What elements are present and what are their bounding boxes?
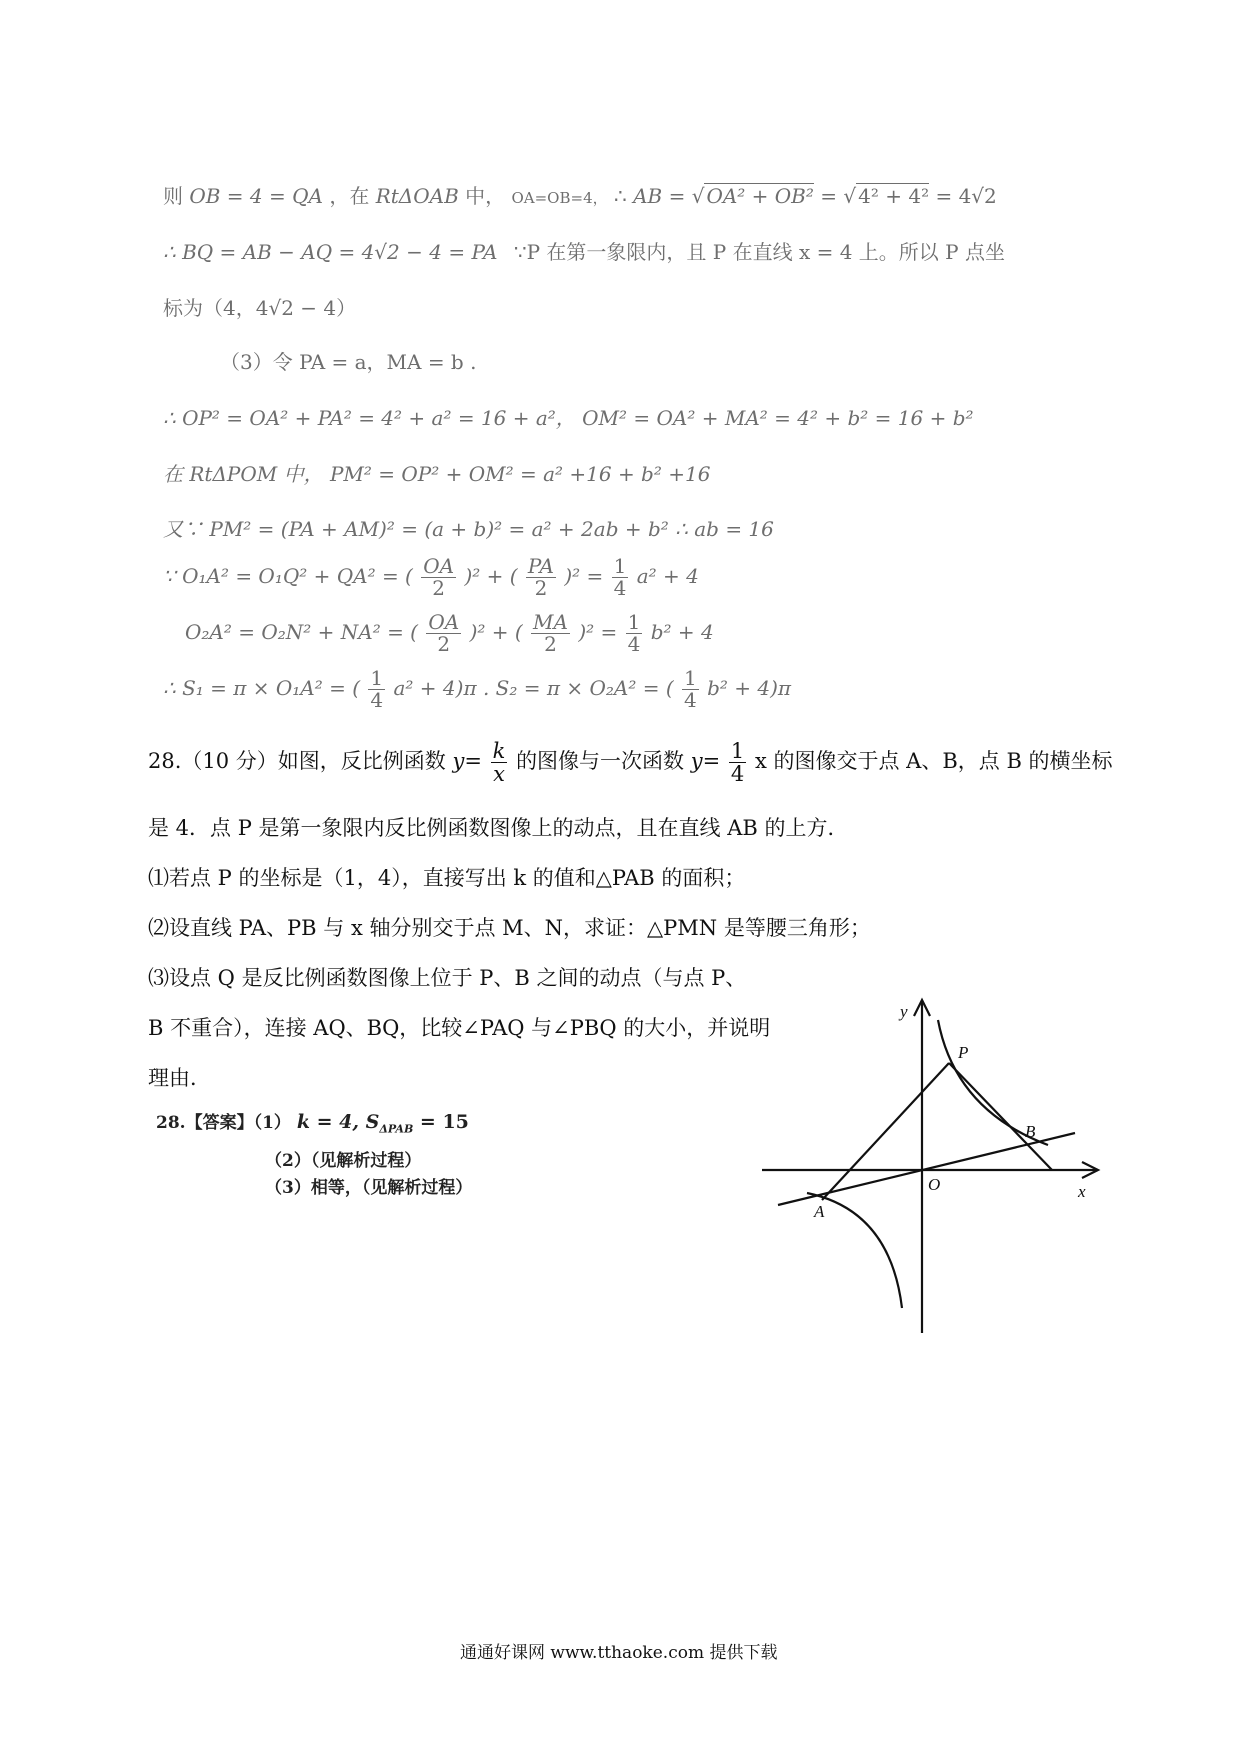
solution-line-1: 则 OB = 4 = QA ，在 RtΔOAB 中， OA=OB=4， ∴ AB = √ OA² + OB² = √ 4² + 4² = 4√2 <box>163 184 997 208</box>
fraction <box>526 556 556 599</box>
math: y <box>690 749 703 774</box>
label-o: O <box>928 1175 941 1194</box>
denominator: 2 <box>437 632 451 656</box>
text: 则 <box>163 184 183 208</box>
solution-line-7 <box>163 513 774 542</box>
denominator: 4 <box>613 576 627 600</box>
fraction <box>426 612 461 655</box>
question-line-2: 是 4．点 P 是第一象限内反比例函数图像上的动点，且在直线 AB 的上方． <box>148 816 849 840</box>
fraction <box>421 556 456 599</box>
question-line-4: ⑵设直线 PA、PB 与 x 轴分别交于点 M、N，求证：△PMN 是等腰三角形； <box>148 916 871 940</box>
denominator: 4 <box>370 688 384 712</box>
coordinate-figure <box>740 985 1120 1355</box>
math: )² = <box>578 620 618 644</box>
text: （3）令 PA = a，MA = b . <box>220 350 477 374</box>
math: ∴ S₁ = π × O₁A² = ( <box>163 676 361 700</box>
text: 28.（10 分）如图，反比例函数 <box>148 749 453 774</box>
text: = <box>702 749 721 774</box>
numerator: 1 <box>683 666 697 690</box>
math: k = 4, S <box>296 1111 380 1133</box>
math: )² + ( <box>469 620 523 644</box>
text: ，在 <box>329 184 370 208</box>
fraction <box>612 556 629 599</box>
question-line-6: B 不重合），连接 AQ、BQ，比较∠PAQ 与∠PBQ 的大小，并说明 <box>148 1016 771 1040</box>
math: )² + ( <box>464 564 518 588</box>
footer: 通通好课网 www.tthaoke.com 提供下载 <box>460 1643 778 1663</box>
denominator: 2 <box>534 576 548 600</box>
denominator: 4 <box>730 762 745 787</box>
solution-line-5 <box>163 402 974 431</box>
math: y <box>452 749 465 774</box>
text: = <box>820 184 838 208</box>
math: 又∵ PM² = (PA + AM)² = (a + b)² = a² + 2ab + b² ∴ ab = 16 <box>163 517 774 541</box>
math: AB = <box>633 184 686 208</box>
text: x 的图像交于点 A、B，点 B 的横坐标 <box>754 749 1113 774</box>
math: ΔPAB <box>379 1122 414 1136</box>
text: ∴ <box>613 184 627 208</box>
solution-line-10 <box>163 668 791 711</box>
numerator: OA <box>428 610 460 634</box>
text: ∵P 在第一象限内，且 P 在直线 x = 4 上。所以 P 点坐 <box>513 240 1005 264</box>
solution-line-3 <box>163 292 356 321</box>
label-y: y <box>900 1002 908 1021</box>
denominator: 2 <box>432 576 446 600</box>
text: = 4√2 <box>935 184 997 208</box>
fraction-k-over-x <box>491 740 508 785</box>
answer-line-2: （2）（见解析过程） <box>265 1151 422 1171</box>
math: RtΔOAB <box>375 184 459 208</box>
numerator: 1 <box>370 666 384 690</box>
numerator: MA <box>533 610 568 634</box>
solution-line-4 <box>220 346 476 375</box>
radicand: 4² + 4² <box>858 184 930 208</box>
radicand: OA² + OB² <box>706 184 814 208</box>
label-p: P <box>958 1043 969 1062</box>
question-line-1 <box>148 740 1113 785</box>
text: 标为（4，4√2 − 4） <box>163 296 357 320</box>
denominator: x <box>493 762 505 787</box>
fraction <box>682 668 699 711</box>
label-x: x <box>1078 1182 1086 1201</box>
math: b² + 4)π <box>707 676 792 700</box>
math: b² + 4 <box>650 620 714 644</box>
question-line-5: ⑶设点 Q 是反比例函数图像上位于 P、B 之间的动点（与点 P、 <box>148 966 747 990</box>
fraction <box>626 612 643 655</box>
denominator: 4 <box>683 688 697 712</box>
math: 在 RtΔPOM 中， PM² = OP² + OM² = a² +16 + b² +16 <box>163 462 711 486</box>
math: ∴ OP² = OA² + PA² = 4² + a² = 16 + a²， OM² = OA² + MA² = 4² + b² = 16 + b² <box>163 406 974 430</box>
text: OA=OB=4， <box>511 189 608 207</box>
math: )² = <box>564 564 604 588</box>
text: 中， <box>465 184 506 208</box>
math: a² + 4 <box>636 564 699 588</box>
fraction <box>368 668 385 711</box>
text: = <box>464 749 482 774</box>
math: ∴ BQ = AB − AQ = 4√2 − 4 = PA <box>163 240 498 264</box>
denominator: 2 <box>544 632 557 656</box>
text: 的图像与一次函数 <box>516 749 691 774</box>
text: = 15 <box>413 1111 469 1133</box>
numerator: OA <box>423 554 455 578</box>
question-line-7: 理由． <box>148 1066 211 1090</box>
math: ∵ O₁A² = O₁Q² + QA² = ( <box>163 564 413 588</box>
solution-line-6 <box>163 458 710 487</box>
math: OB = 4 = QA <box>189 184 323 208</box>
label-b: B <box>1025 1122 1036 1141</box>
answer-line-1 <box>156 1108 469 1135</box>
solution-line-8 <box>163 556 699 599</box>
numerator: 1 <box>613 554 627 578</box>
math: a² + 4)π . S₂ = π × O₂A² = ( <box>393 676 674 700</box>
solution-line-2 <box>163 236 1005 265</box>
text: 28.【答案】（1） <box>156 1113 291 1133</box>
label-a: A <box>814 1202 825 1221</box>
fraction <box>531 612 570 655</box>
numerator: 1 <box>730 739 745 763</box>
question-line-3: ⑴若点 P 的坐标是（1，4），直接写出 k 的值和△PAB 的面积； <box>148 866 746 890</box>
answer-line-3: （3）相等，（见解析过程） <box>265 1178 473 1198</box>
numerator: k <box>492 739 506 763</box>
solution-line-9 <box>185 612 714 655</box>
math: O₂A² = O₂N² + NA² = ( <box>185 620 418 644</box>
fraction-one-quarter <box>729 740 746 785</box>
denominator: 4 <box>627 632 641 656</box>
numerator: PA <box>527 554 554 578</box>
numerator: 1 <box>627 610 641 634</box>
line-pb <box>949 1063 1052 1170</box>
